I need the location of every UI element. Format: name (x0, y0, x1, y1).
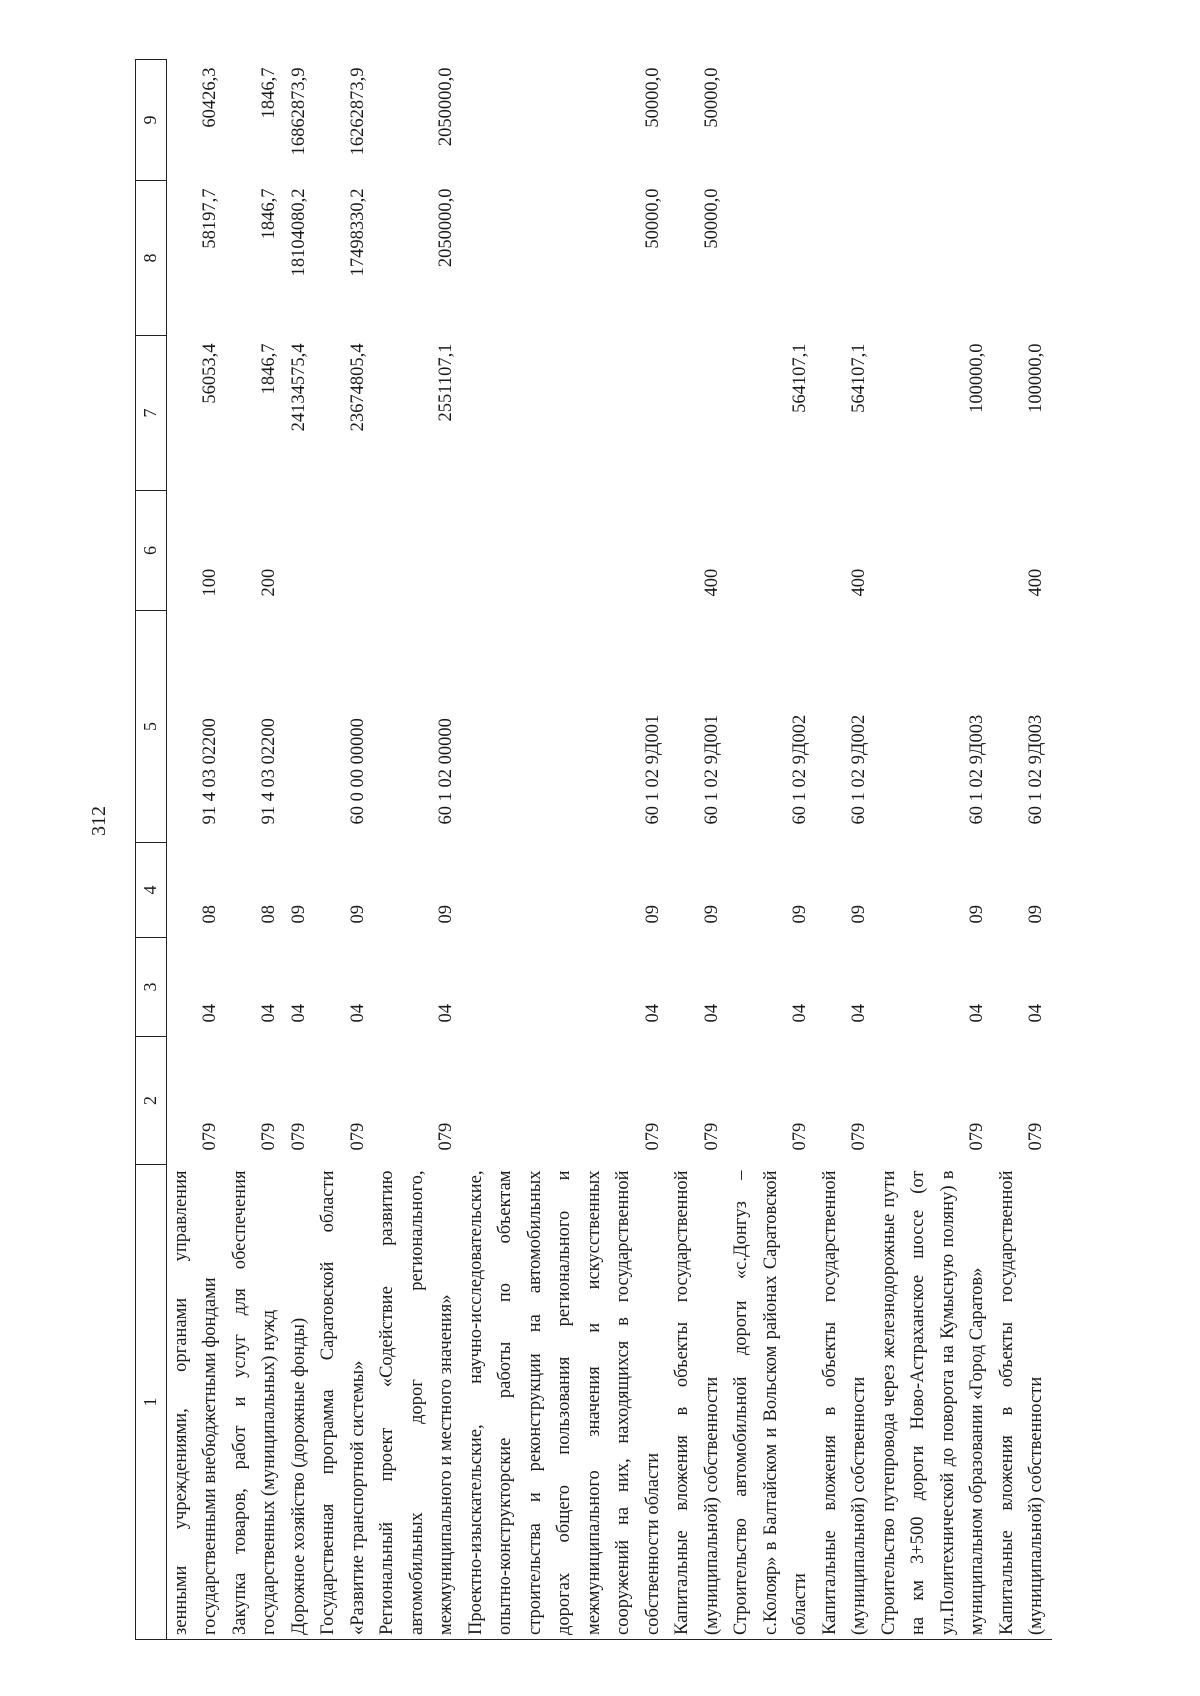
row-target-article (285, 611, 315, 843)
row-description: Капитальные вложения в объекты государственной (муниципальной) собственности (668, 1165, 727, 1640)
row-section-code: 04 (849, 1004, 869, 1023)
row-amount-year-1: 23674805,4 (347, 343, 368, 432)
row-ministry-code: 079 (701, 1122, 722, 1151)
row-description: Региональный проект «Содействие развитию автомобильных дорог регионального, межмуниципального и местного значения» (373, 1165, 462, 1640)
row-section-code: 04 (347, 1004, 368, 1023)
row-description: Государственная программа Саратовской области «Развитие транспортной системы» (314, 1165, 373, 1640)
table-row (816, 60, 875, 1640)
row-description: зенными учреждениями, органами управления государственными внебюджетными фондами (166, 1165, 226, 1640)
row-amount-year-1 (668, 336, 727, 491)
row-expense-type (875, 491, 993, 611)
row-subsection-code: 08 (200, 905, 220, 924)
row-target-article: 60 1 02 9Д003 (967, 714, 987, 825)
row-amount-year-3 (875, 60, 993, 181)
table-header-row (136, 60, 167, 1640)
row-description: Капитальные вложения в объекты государственной (муниципальной) собственности (993, 1165, 1052, 1640)
page-number: 312 (88, 806, 110, 836)
row-amount-year-2: 50000,0 (701, 188, 722, 249)
row-amount-year-2: 1846,7 (259, 188, 279, 240)
row-subsection-code: 09 (347, 905, 368, 924)
row-ministry-code: 079 (642, 1122, 663, 1151)
row-description: Проектно-изыскательские, научно-исследовательские, опытно-конструкторские работы по объектам строительства и реконструкции на автомобильных дорогах общего пользования регионального и межмуниципального значения и искусственных сооружений на них, находящихся в государственной собственности области (462, 1165, 669, 1640)
row-subsection-code: 09 (790, 905, 810, 924)
row-amount-year-3: 16862873,9 (288, 67, 309, 156)
row-target-article: 60 1 02 9Д002 (849, 714, 869, 825)
header-col-2: 2 (136, 1037, 167, 1165)
row-description: Капитальные вложения в объекты государственной (муниципальной) собственности (816, 1165, 875, 1640)
row-amount-year-2 (993, 181, 1052, 336)
row-amount-year-2 (875, 181, 993, 336)
row-subsection-code: 09 (1026, 905, 1046, 924)
row-ministry-code: 079 (790, 1122, 810, 1151)
header-col-7: 7 (136, 336, 167, 491)
row-amount-year-3: 2050000,0 (436, 67, 456, 147)
row-description: Дорожное хозяйство (дорожные фонды) (285, 1165, 315, 1640)
row-section-code: 04 (967, 1004, 987, 1023)
table-row (668, 60, 727, 1640)
row-expense-type: 400 (701, 568, 722, 597)
row-amount-year-1: 24134575,4 (288, 343, 309, 432)
row-subsection-code: 09 (701, 905, 722, 924)
header-col-5: 5 (136, 611, 167, 843)
row-amount-year-2: 50000,0 (642, 188, 663, 249)
header-col-9: 9 (136, 60, 167, 181)
row-amount-year-1 (462, 336, 669, 491)
row-amount-year-3: 50000,0 (642, 67, 663, 128)
row-ministry-code: 079 (259, 1122, 279, 1151)
row-target-article: 60 1 02 9Д001 (701, 714, 722, 825)
row-description: Строительство путепровода через железнодорожные пути на км 3+500 дороги Ново-Астраханское шоссе (от ул.Политехнической до поворота на Кумысную поляну) в муниципальном образовании «Город Саратов» (875, 1165, 993, 1640)
row-amount-year-3 (816, 60, 875, 181)
row-expense-type: 400 (1026, 568, 1046, 597)
table-body (166, 60, 1052, 1640)
row-section-code: 04 (642, 1004, 663, 1023)
row-expense-type (285, 491, 315, 611)
row-amount-year-2 (816, 181, 875, 336)
row-target-article: 60 1 02 9Д002 (790, 714, 810, 825)
row-section-code: 04 (288, 1004, 309, 1023)
row-ministry-code: 079 (436, 1122, 456, 1151)
row-subsection-code: 09 (967, 905, 987, 924)
row-ministry-code: 079 (849, 1122, 869, 1151)
row-expense-type (727, 491, 816, 611)
row-expense-type: 100 (200, 568, 220, 597)
row-section-code: 04 (259, 1004, 279, 1023)
row-amount-year-3: 60426,3 (200, 67, 220, 128)
header-col-4: 4 (136, 843, 167, 938)
table-row (993, 60, 1052, 1640)
header-col-8: 8 (136, 181, 167, 336)
row-target-article: 60 1 02 9Д001 (642, 714, 663, 825)
header-col-1: 1 (136, 1165, 167, 1640)
table-row (226, 60, 285, 1640)
row-amount-year-3 (993, 60, 1052, 181)
row-expense-type: 200 (259, 568, 279, 597)
row-amount-year-2 (727, 181, 816, 336)
row-amount-year-1: 100000,0 (967, 343, 987, 413)
row-amount-year-2: 2050000,0 (436, 188, 456, 268)
row-description: Строительство автомобильной дороги «с.Донгуз – с.Колояр» в Балтайском и Вольском районах Саратовской области (727, 1165, 816, 1640)
row-section-code: 04 (200, 1004, 220, 1023)
table-row (875, 60, 993, 1640)
table-row (373, 60, 462, 1640)
row-target-article: 91 4 03 02200 (200, 718, 220, 825)
row-amount-year-2: 18104080,2 (288, 188, 309, 277)
header-col-3: 3 (136, 938, 167, 1037)
row-section-code: 04 (701, 1004, 722, 1023)
row-expense-type (373, 491, 462, 611)
row-amount-year-1: 564107,1 (790, 343, 810, 413)
row-amount-year-1: 564107,1 (849, 343, 869, 413)
row-amount-year-1: 1846,7 (259, 343, 279, 395)
row-amount-year-1: 100000,0 (1026, 343, 1046, 413)
row-target-article: 60 1 02 9Д003 (1026, 714, 1046, 825)
row-subsection-code: 09 (288, 905, 309, 924)
row-amount-year-3 (727, 60, 816, 181)
row-ministry-code: 079 (288, 1122, 309, 1151)
row-section-code: 04 (790, 1004, 810, 1023)
row-subsection-code: 09 (436, 905, 456, 924)
row-ministry-code: 079 (200, 1122, 220, 1151)
row-expense-type: 400 (849, 568, 869, 597)
row-expense-type (314, 491, 373, 611)
row-subsection-code: 08 (259, 905, 279, 924)
row-ministry-code: 079 (967, 1122, 987, 1151)
row-target-article: 91 4 03 02200 (259, 718, 279, 825)
table-row (727, 60, 816, 1640)
row-amount-year-1: 2551107,1 (436, 343, 456, 422)
row-amount-year-3: 1846,7 (259, 67, 279, 119)
table-row (462, 60, 669, 1640)
row-amount-year-2: 17498330,2 (347, 188, 368, 277)
row-amount-year-3: 16262873,9 (347, 67, 368, 156)
rotated-page-content (135, 60, 1165, 1640)
row-target-article: 60 0 00 00000 (347, 718, 368, 825)
row-ministry-code: 079 (1026, 1122, 1046, 1151)
row-subsection-code: 09 (642, 905, 663, 924)
row-description: Закупка товаров, работ и услуг для обеспечения государственных (муниципальных) нужд (226, 1165, 285, 1640)
budget-table (135, 59, 1052, 1640)
row-amount-year-3: 50000,0 (701, 67, 722, 128)
table-row (314, 60, 373, 1640)
table-row (166, 60, 226, 1640)
row-section-code: 04 (436, 1004, 456, 1023)
row-amount-year-1: 56053,4 (200, 343, 220, 404)
row-amount-year-2: 58197,7 (200, 188, 220, 249)
table-row (285, 60, 315, 1640)
row-section-code: 04 (1026, 1004, 1046, 1023)
row-expense-type (462, 491, 669, 611)
header-col-6: 6 (136, 491, 167, 611)
row-target-article: 60 1 02 00000 (436, 718, 456, 825)
row-subsection-code: 09 (849, 905, 869, 924)
row-ministry-code: 079 (347, 1122, 368, 1151)
